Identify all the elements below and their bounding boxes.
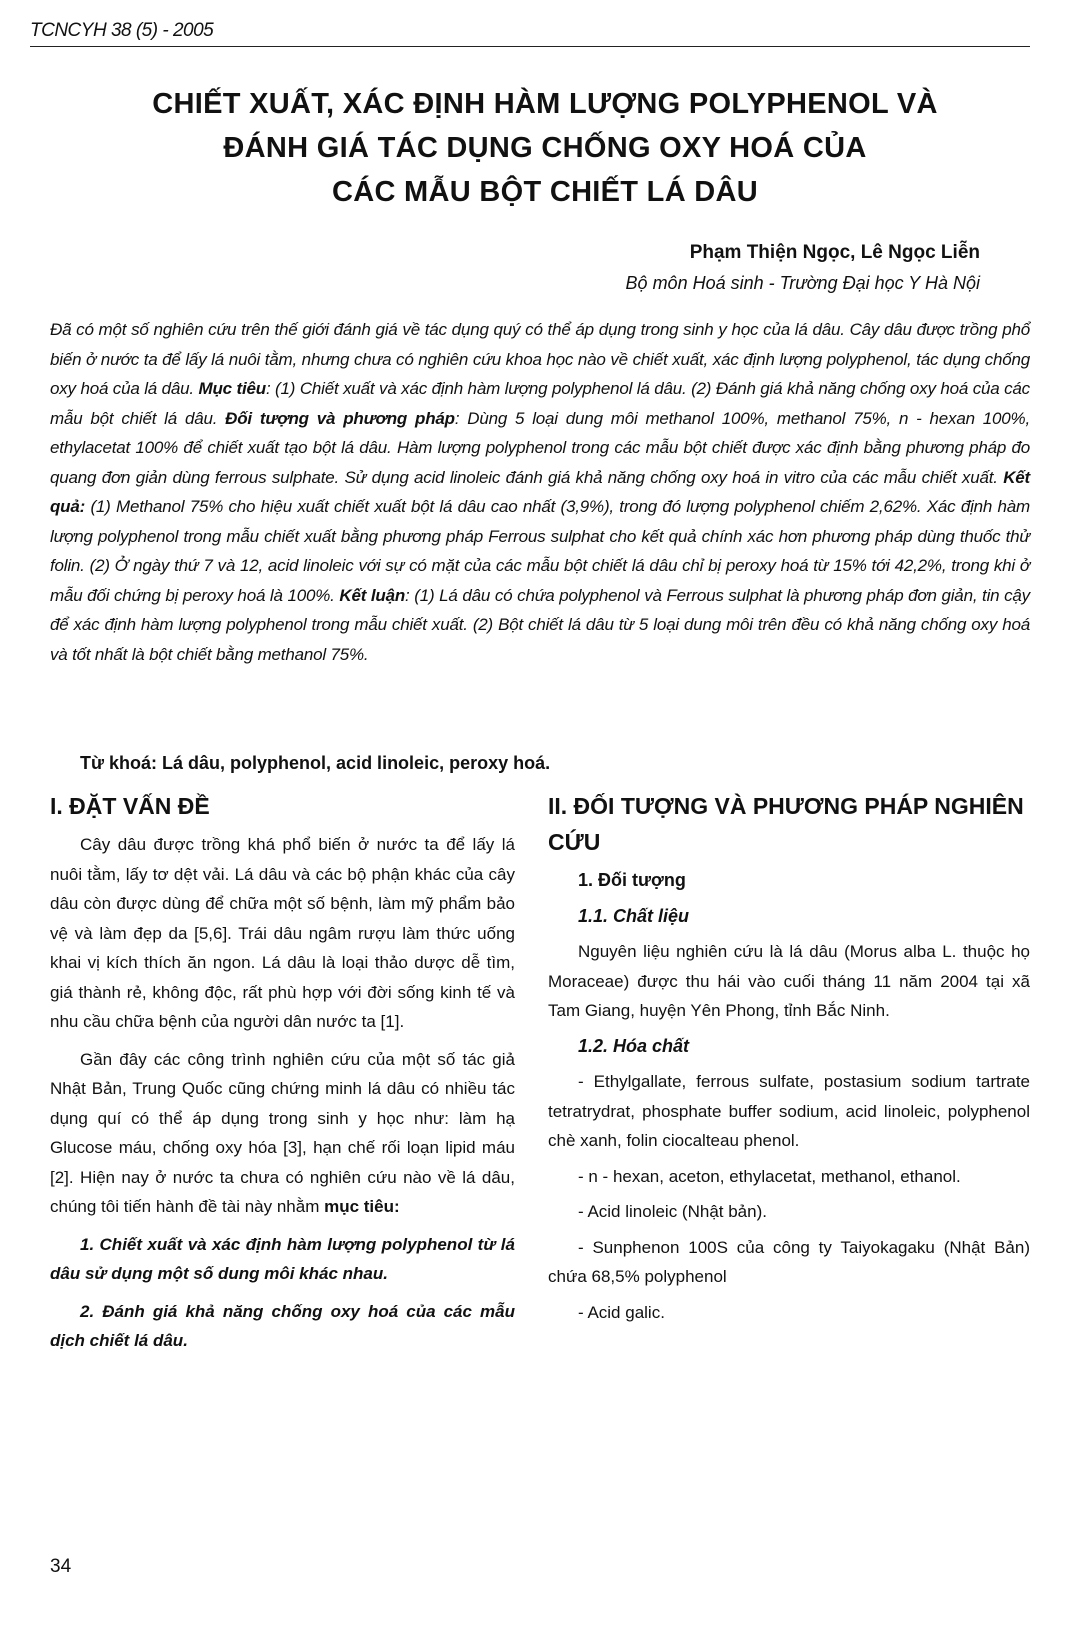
title-line-2: ĐÁNH GIÁ TÁC DỤNG CHỐNG OXY HOÁ CỦA <box>223 132 867 164</box>
abstract-conclusion-label: Kết luận <box>339 585 406 605</box>
abstract-conclusion: : (1) Lá dâu có chứa polyphenol và Ferrous sulphat là phương pháp đơn giản, tin cậy để xác định hàm lượng polyphenol trong mẫu chiết xuất. (2) Bột chiết lá dâu từ 5 loại dung môi trên đều có khả năng chống oxy hoá và tốt nhất là bột chiết bằng methanol 75%. <box>50 585 1030 664</box>
subsection-1-1-heading: 1.1. Chất liệu <box>578 905 690 926</box>
section-2-heading: II. ĐỐI TƯỢNG VÀ PHƯƠNG PHÁP NGHIÊN CỨU <box>548 793 1024 855</box>
chemical-item-2: - n - hexan, aceton, ethylacetat, methanol, ethanol. <box>578 1166 961 1186</box>
abstract-objective: : (1) Chiết xuất và xác định hàm lượng polyphenol lá dâu. (2) Đánh giá khả năng chống oxy hoá của các mẫu bột chiết lá dâu. <box>50 379 1030 428</box>
paper-title <box>60 82 1030 214</box>
abstract-methods-label: Đối tượng và phương pháp <box>225 408 455 428</box>
chemical-item-3: - Acid linoleic (Nhật bản). <box>578 1202 767 1221</box>
chemical-item-5: - Acid galic. <box>578 1302 665 1322</box>
subsection-1-2-heading: 1.2. Hóa chất <box>578 1035 690 1056</box>
left-column <box>50 788 515 1364</box>
abstract-objective-label: Mục tiêu <box>198 379 266 398</box>
section-1-paragraph-2 <box>50 1045 515 1222</box>
abstract-intro: Đã có một số nghiên cứu trên thế giới đánh giá về tác dụng quý có thể áp dụng trong sinh y học của lá dâu. Cây dâu được trồng phổ biến ở nước ta để lấy lá nuôi tằm, nhưng chưa có nghiên cứu khoa học nào về chiết xuất, xác định lượng polyphenol, tác dụng chống oxy hoá của lá dâu. <box>50 320 1030 398</box>
section-1-paragraph-2-text: Gần đây các công trình nghiên cứu của một số tác giả Nhật Bản, Trung Quốc cũng chứng minh lá dâu có nhiều tác dụng quí có thể áp dụng trong sinh y học như: làm hạ Glucose máu, chống oxy hóa [3], hạn chế rối loạn lipid máu [2]. Hiện nay ở nước ta chưa có nghiên cứu nào về lá dâu, chúng tôi tiến hành đề tài này nhằm <box>50 1049 515 1216</box>
abstract-results: (1) Methanol 75% cho hiệu xuất chiết xuất bột lá dâu cao nhất (3,9%), trong đó lượng polyphenol chiếm 2,62%. Xác định hàm lượng polyphenol trong mẫu chiết xuất bằng phương pháp Ferrous sulphat cho kết quả chính xác hơn phương pháp dùng thuốc thử folin. (2) Ở ngày thứ 7 và 12, acid linoleic với sự có mặt của các mẫu bột chiết lá dâu chỉ bị peroxy hoá từ 15% tới 42,2%, trong khi ở mẫu đối chứng bị peroxy hoá là 100%. <box>50 497 1030 605</box>
title-line-3: CÁC MẪU BỘT CHIẾT LÁ DÂU <box>331 176 759 208</box>
keywords: Từ khoá: Lá dâu, polyphenol, acid linoleic, peroxy hoá. <box>80 753 551 773</box>
abstract <box>50 315 1030 669</box>
abstract-results-label: Kết quả: <box>50 467 1030 516</box>
title-line-1: CHIẾT XUẤT, XÁC ĐỊNH HÀM LƯỢNG POLYPHENOL VÀ <box>152 88 938 120</box>
section-1-heading: I. ĐẶT VẤN ĐỀ <box>50 793 210 819</box>
material-paragraph: Nguyên liệu nghiên cứu là lá dâu (Morus alba L. thuộc họ Moraceae) được thu hái vào cuối tháng 11 năm 2004 tại xã Tam Giang, huyện Yên Phong, tỉnh Bắc Ninh. <box>548 942 1030 1020</box>
affiliation: Bộ môn Hoá sinh - Trường Đại học Y Hà Nội <box>625 273 980 293</box>
right-column <box>548 788 1030 1333</box>
chemical-item-4: - Sunphenon 100S của công ty Taiyokagaku (Nhật Bản) chứa 68,5% polyphenol <box>548 1237 1030 1286</box>
subsection-1-heading: 1. Đối tượng <box>578 870 686 890</box>
aim-1: 1. Chiết xuất và xác định hàm lượng polyphenol từ lá dâu sử dụng một số dung môi khác nhau. <box>50 1234 515 1283</box>
section-1-paragraph-1: Cây dâu được trồng khá phổ biến ở nước ta để lấy lá nuôi tằm, lấy tơ dệt vải. Lá dâu và các bộ phận khác của cây dâu còn được dùng để chữa một số bệnh, làm mỹ phẩm bảo vệ và làm đẹp da [5,6]. Trái dâu ngâm rượu làm thức uống khai vị kích thích ăn ngon. Lá dâu là loại thảo dược dễ tìm, giá thành rẻ, không độc, rất phù hợp với đời sống kinh tế và nhu cầu chữa bệnh của người dân nước ta [1]. <box>50 835 515 1031</box>
abstract-methods: : Dùng 5 loại dung môi methanol 100%, methanol 75%, n - hexan 100%, ethylacetat 100% để chiết xuất tạo bột lá dâu. Hàm lượng polyphenol trong các mẫu bột chiết được xác định bằng phương pháp đo quang đơn giản dùng ferrous sulphate. Sử dụng acid linoleic đánh giá khả năng chống oxy hoá in vitro của các mẫu chiết xuất. <box>50 408 1030 487</box>
objectives-label: mục tiêu: <box>324 1197 400 1216</box>
page-number: 34 <box>50 1556 72 1577</box>
chemical-item-1: - Ethylgallate, ferrous sulfate, postasium sodium tartrate tetratrydrat, phosphate buffer sodium, acid linoleic, polyphenol chè xanh, folin ciocalteau phenol. <box>548 1072 1030 1150</box>
authors: Phạm Thiện Ngọc, Lê Ngọc Liễn <box>689 242 980 263</box>
aim-2: 2. Đánh giá khả năng chống oxy hoá của các mẫu dịch chiết lá dâu. <box>50 1301 515 1350</box>
running-header <box>30 20 1030 47</box>
journal-citation: TCNCYH 38 (5) - 2005 <box>30 20 214 41</box>
